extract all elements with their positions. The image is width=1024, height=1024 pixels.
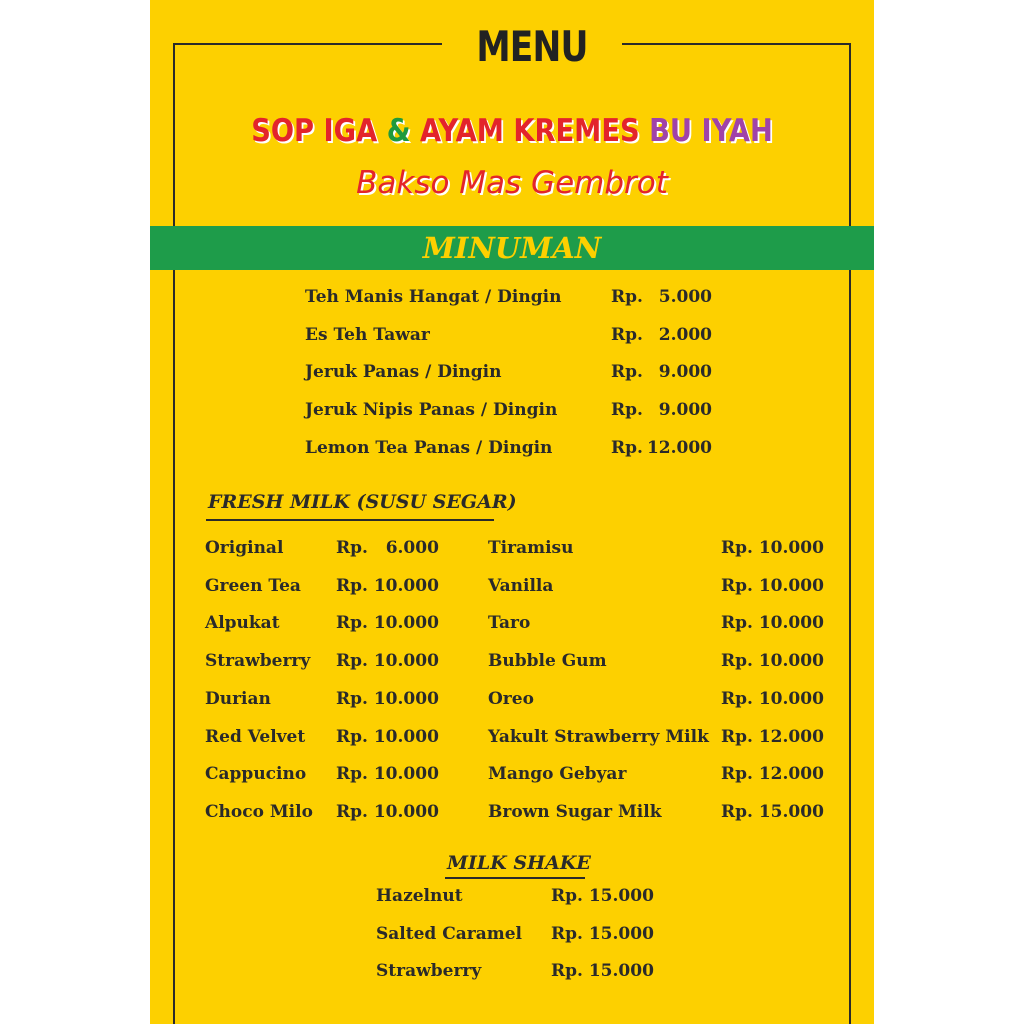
drink-price: 5.000 <box>658 287 712 307</box>
milk-shake-item-price: Rp. 15.000 <box>551 886 654 906</box>
fresh-milk-item-price: Rp. 10.000 <box>721 613 824 634</box>
fresh-milk-item-price: Rp. 10.000 <box>336 651 439 672</box>
brand-bu-iyah: BU IYAH <box>649 113 773 149</box>
fresh-milk-item-price: Rp. 10.000 <box>721 688 824 709</box>
drink-currency: Rp. <box>611 437 643 458</box>
drink-price: 12.000 <box>646 437 712 458</box>
fresh-milk-item-name: Green Tea <box>205 575 301 596</box>
fresh-milk-item-price: Rp. 10.000 <box>721 538 824 558</box>
fresh-milk-item-name: Tiramisu <box>488 538 574 558</box>
fresh-milk-item-name: Cappucino <box>205 764 307 785</box>
fresh-milk-underline <box>206 519 494 521</box>
drink-currency: Rp. <box>611 287 643 307</box>
fresh-milk-item-name: Taro <box>488 613 531 634</box>
brand-ampersand: & <box>386 113 411 149</box>
fresh-milk-item-name: Brown Sugar Milk <box>488 801 662 822</box>
fresh-milk-item-price: Rp. 10.000 <box>336 688 439 709</box>
drink-name: Es Teh Tawar <box>305 324 430 345</box>
milk-shake-item-name: Salted Caramel <box>376 923 523 944</box>
fresh-milk-item-price: Rp. 10.000 <box>336 575 439 596</box>
brand-sop-iga: SOP IGA <box>251 113 378 149</box>
drink-name: Lemon Tea Panas / Dingin <box>305 437 553 458</box>
milk-shake-heading: MILK SHAKE <box>447 852 591 874</box>
fresh-milk-heading: FRESH MILK (SUSU SEGAR) <box>208 491 517 513</box>
menu-page <box>150 0 874 1024</box>
fresh-milk-item-name: Original <box>205 538 284 558</box>
drink-currency: Rp. <box>611 362 643 383</box>
fresh-milk-item-price: Rp. 10.000 <box>721 651 824 672</box>
brand-ayam-kremes: AYAM KREMES <box>419 113 640 149</box>
fresh-milk-item-price: Rp. 15.000 <box>721 801 824 822</box>
milk-shake-item-price: Rp. 15.000 <box>551 923 654 944</box>
fresh-milk-item-name: Durian <box>205 688 271 709</box>
drink-price: 9.000 <box>658 400 712 421</box>
milk-shake-item-price: Rp. 15.000 <box>551 961 654 982</box>
section-title: MINUMAN <box>422 231 602 265</box>
fresh-milk-item-price: Rp. 6.000 <box>336 538 439 558</box>
drink-name: Jeruk Nipis Panas / Dingin <box>305 400 558 421</box>
fresh-milk-item-price: Rp. 10.000 <box>336 801 439 822</box>
fresh-milk-item-name: Choco Milo <box>205 801 313 822</box>
fresh-milk-item-name: Alpukat <box>205 613 280 634</box>
brand-subtitle: Bakso Mas Gembrot <box>356 165 668 201</box>
fresh-milk-item-name: Vanilla <box>488 575 554 596</box>
fresh-milk-item-name: Oreo <box>488 688 534 709</box>
fresh-milk-item-name: Mango Gebyar <box>488 764 627 785</box>
fresh-milk-item-price: Rp. 10.000 <box>336 613 439 634</box>
fresh-milk-item-name: Yakult Strawberry Milk <box>488 726 709 747</box>
fresh-milk-item-name: Red Velvet <box>205 726 306 747</box>
fresh-milk-item-price: Rp. 10.000 <box>721 575 824 596</box>
milk-shake-item-name: Strawberry <box>376 961 482 982</box>
fresh-milk-item-price: Rp. 10.000 <box>336 726 439 747</box>
milk-shake-item-name: Hazelnut <box>376 886 463 906</box>
drink-name: Teh Manis Hangat / Dingin <box>305 287 562 307</box>
fresh-milk-item-name: Strawberry <box>205 651 311 672</box>
drink-currency: Rp. <box>611 324 643 345</box>
fresh-milk-item-price: Rp. 12.000 <box>721 726 824 747</box>
drink-price: 9.000 <box>658 362 712 383</box>
fresh-milk-item-name: Bubble Gum <box>488 651 607 672</box>
milk-shake-underline <box>445 877 585 879</box>
menu-title: MENU <box>476 22 588 71</box>
fresh-milk-item-price: Rp. 12.000 <box>721 764 824 785</box>
drink-name: Jeruk Panas / Dingin <box>305 362 502 383</box>
drink-currency: Rp. <box>611 400 643 421</box>
brand-name <box>193 113 830 149</box>
drink-price: 2.000 <box>658 324 712 345</box>
fresh-milk-item-price: Rp. 10.000 <box>336 764 439 785</box>
